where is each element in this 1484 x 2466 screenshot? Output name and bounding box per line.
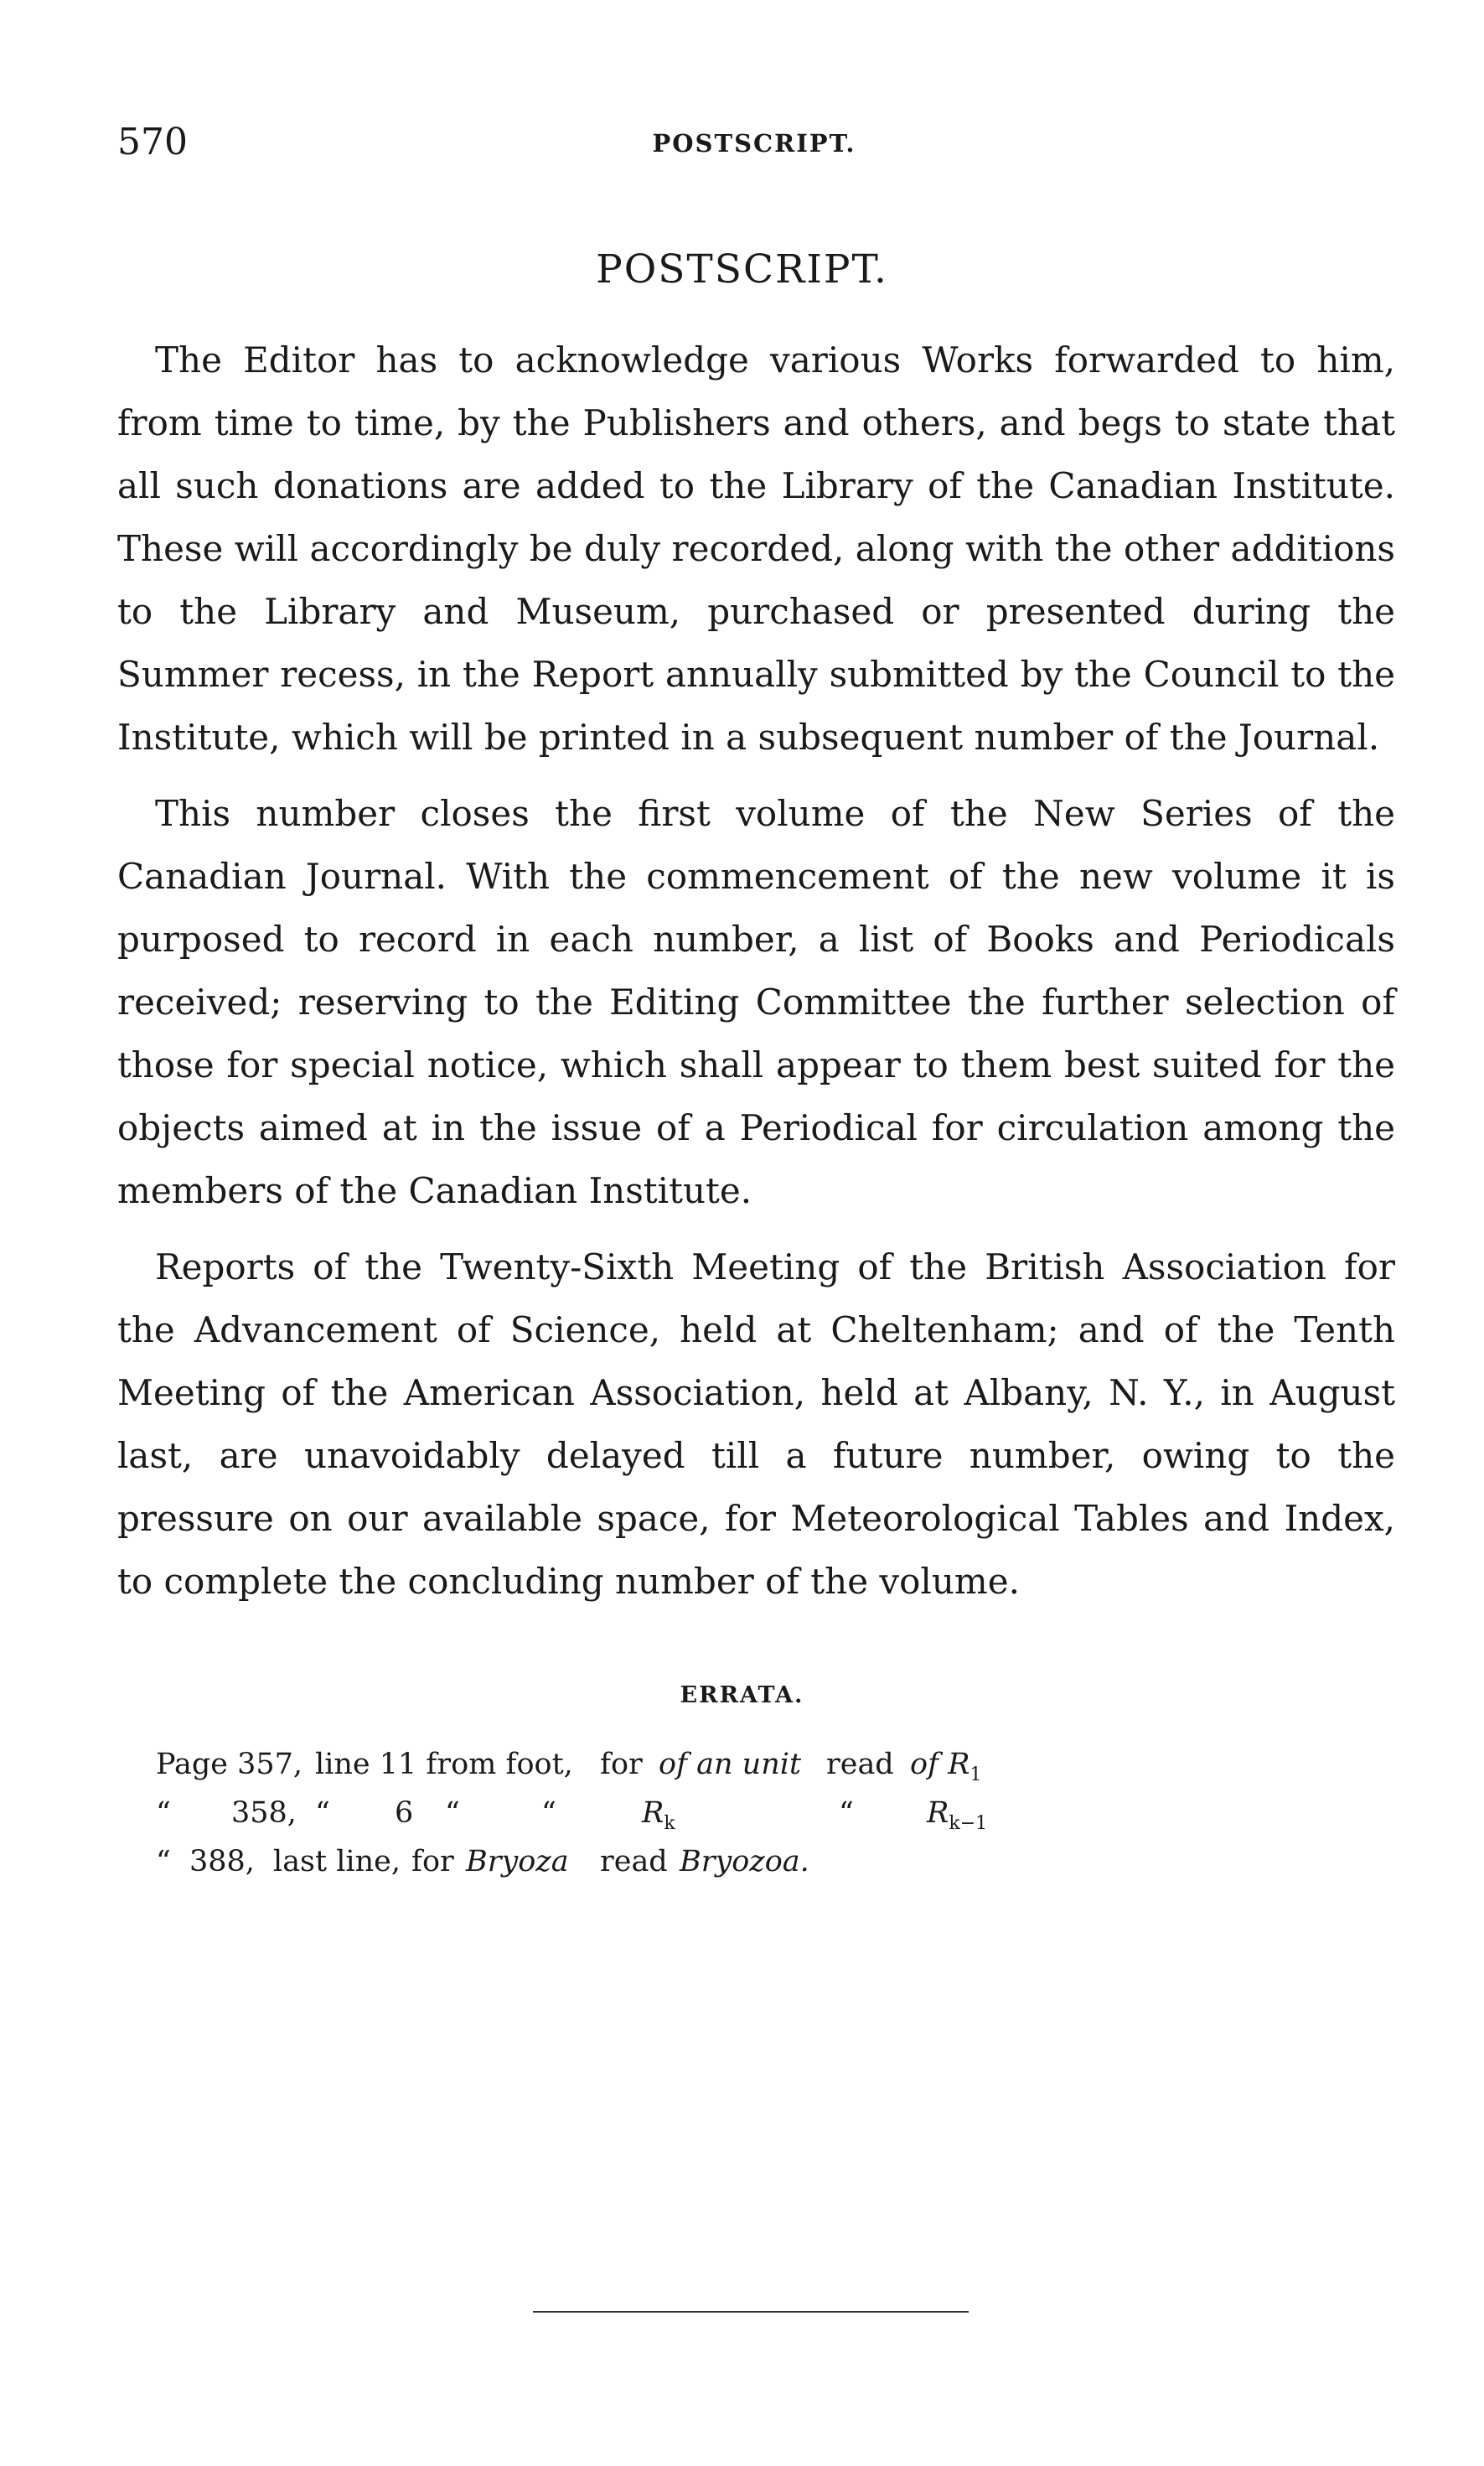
errata-title: ERRATA.	[680, 1682, 804, 1708]
errata-wrong-subscript: k	[664, 1813, 675, 1834]
errata-read-word: read	[600, 1845, 668, 1878]
paragraph-reports-delayed: Reports of the Twenty-Sixth Meeting of the British Association for the Advancement of Science, held at Cheltenham; and of the Tenth Meeting of the American Association, held at Albany, N. Y., in August last, are unavoidably delayed till a future number, owing to the pressure on our available space, for Meteorological Tables and Index, to complete the concluding number of the volume.	[117, 1246, 1395, 1602]
ditto-mark: “	[156, 1796, 171, 1830]
body-text	[117, 329, 1395, 1626]
errata-page: 358,	[231, 1796, 297, 1830]
errata-wrong: of an unit	[659, 1748, 802, 1781]
errata-list	[156, 1740, 1161, 1886]
errata-line: line 11 from foot,	[315, 1748, 573, 1781]
closing-rule	[533, 2311, 969, 2313]
ditto-mark: “	[315, 1796, 330, 1830]
running-title: POSTSCRIPT.	[652, 129, 856, 158]
page-number: 570	[117, 121, 188, 163]
errata-wrong: Bryoza	[466, 1845, 569, 1878]
running-head	[117, 117, 1391, 168]
errata-line: 6	[395, 1796, 414, 1830]
errata-page: Page 357,	[156, 1748, 303, 1781]
errata-correction: Bryozoa.	[680, 1845, 809, 1878]
errata-correction-subscript: 1	[970, 1764, 982, 1785]
errata-read-word: read	[826, 1748, 894, 1781]
errata-correction-subscript: k−1	[949, 1813, 988, 1834]
errata-page: 388,	[189, 1845, 255, 1878]
errata-correction-text: R	[927, 1796, 949, 1830]
errata-row	[156, 1837, 1161, 1886]
errata-correction-text: of R	[910, 1748, 970, 1781]
errata-wrong-text: R	[642, 1796, 664, 1830]
errata-row	[156, 1740, 1161, 1789]
ditto-mark: “	[156, 1845, 171, 1878]
paragraph-volume-close: This number closes the first volume of the New Series of the Canadian Journal. With the commencement of the new volume it is purposed to record in each number, a list of Books and Periodicals received; reserving to the Editing Committee the further selection of those for special notice, which shall appear to them best suited for the objects aimed at in the issue of a Periodical for circulation among the members of the Canadian Institute.	[117, 793, 1395, 1211]
errata-row	[156, 1789, 1161, 1837]
errata-for-word: for	[411, 1845, 454, 1878]
ditto-mark: “	[541, 1796, 556, 1830]
paragraph-editor-acknowledgement: The Editor has to acknowledge various Works forwarded to him, from time to time, by the Publishers and others, and begs to state that all such donations are added to the Library of the Canadian Institute. These will accordingly be duly recorded, along with the other additions to the Library and Museum, purchased or presented during the Summer recess, in the Report annually submitted by the Council to the Institute, which will be printed in a subsequent number of the Journal.	[117, 339, 1395, 758]
errata-for-word: for	[600, 1748, 643, 1781]
ditto-mark: “	[839, 1796, 854, 1830]
section-title: POSTSCRIPT.	[596, 246, 888, 293]
ditto-mark: “	[445, 1796, 460, 1830]
errata-line: last line,	[273, 1845, 401, 1878]
